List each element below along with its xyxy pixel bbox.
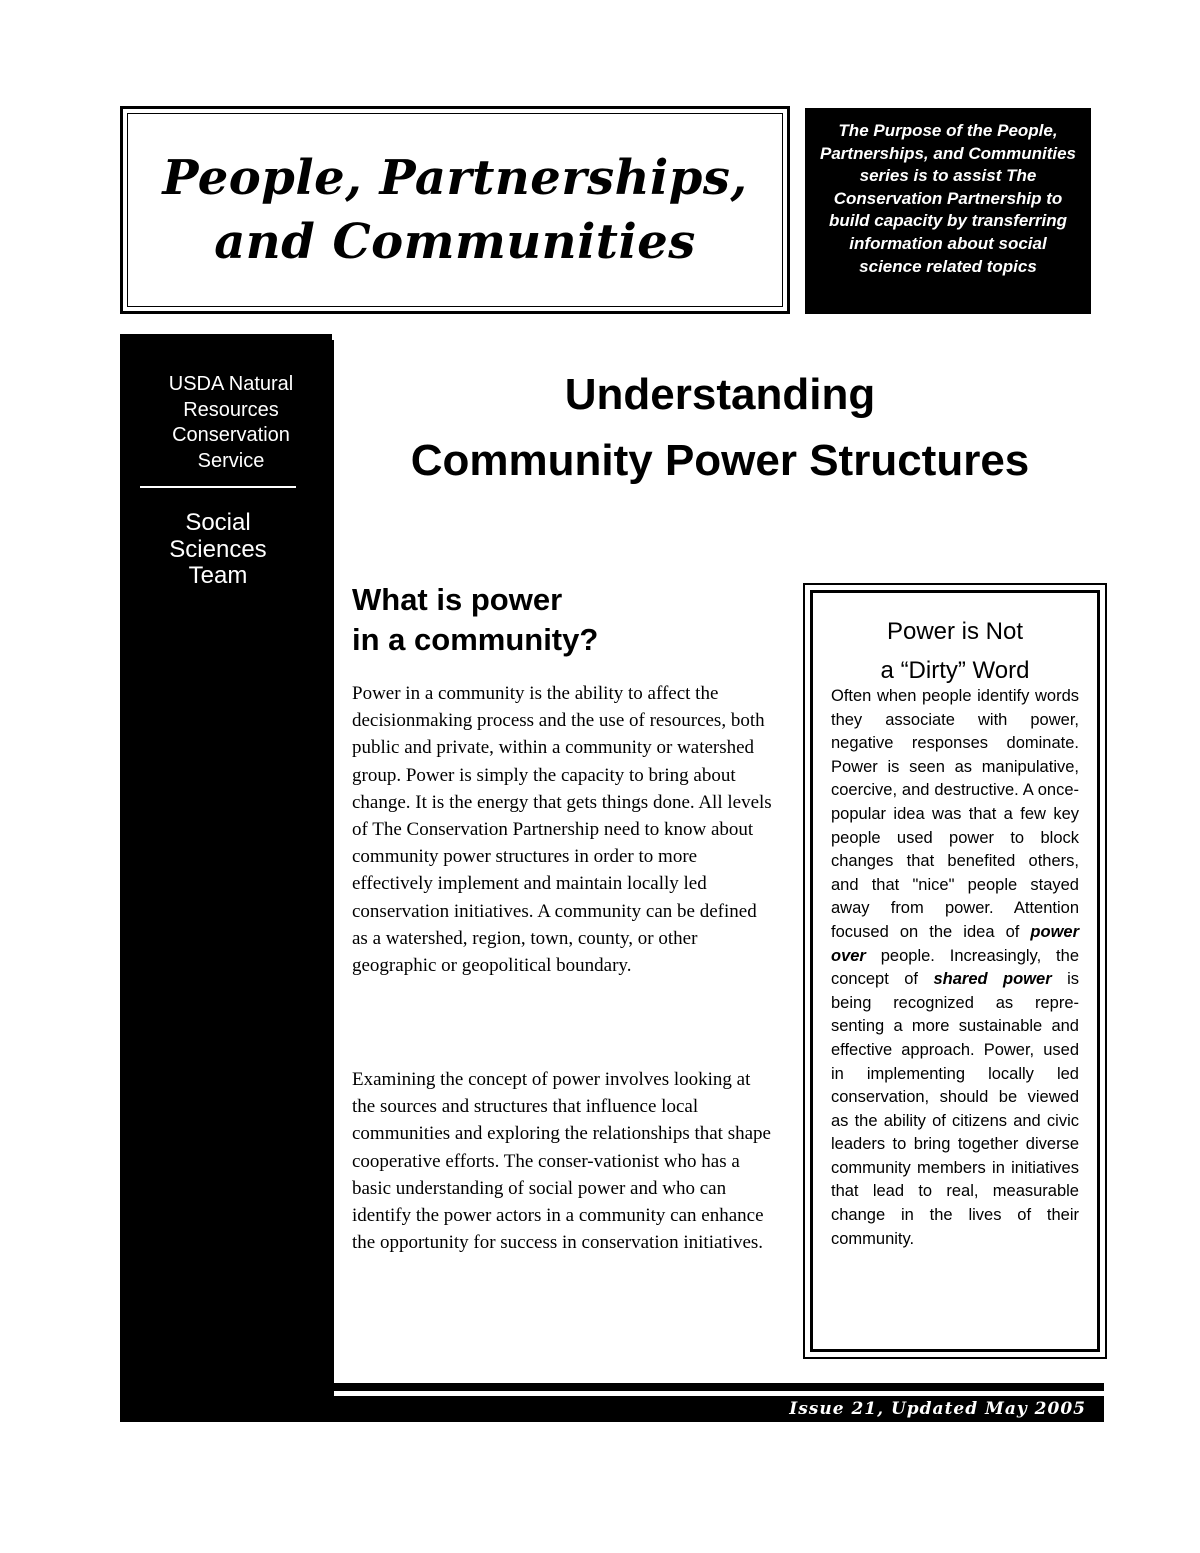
callout-text-3: is being recognized as repre-senting a more sustainable and effective approach. Power, used in implementing locally led conservation, should be viewed as the ability of citizens and civic leaders to bring together diverse community members in initiatives that lead to real, measurable change in the lives of their community. [831,970,1079,1248]
page-title [340,362,1100,494]
series-title-line-1: People, Partnerships, [162,150,748,206]
footer-bar [334,1396,1104,1422]
page-title-line-2: Community Power Structures [410,436,1030,485]
team-name [120,510,316,590]
masthead-box [120,106,790,314]
agency-line-4: Service [197,449,265,472]
agency-line-2: Resources [183,398,279,421]
purpose-box [805,108,1091,314]
team-line-2: Sciences [169,535,267,563]
agency-line-3: Conservation [172,424,290,446]
callout-emphasis-power-over: power over [831,922,1079,965]
team-line-3: Team [188,562,248,589]
callout-title-line-2: a “Dirty” Word [880,657,1030,684]
agency-name [120,372,342,474]
callout-title-line-1: Power is Not [886,618,1024,645]
callout-text-1: Often when people identify words they associate with power, negative responses dominate. Power is seen as manipulative, coercive, and destructive. A once-popular idea was that a few key people used power to block changes that benefited others, and that "nice" people stayed away from power. Attention focused on the idea of [831,687,1079,941]
callout-emphasis-shared-power: shared power [933,970,1052,989]
callout-text-2: people. Increasingly, the concept of [831,946,1079,989]
footer-rule [334,1383,1104,1391]
series-title-line-2: and Communities [214,214,696,270]
section-heading-line-1: What is power [352,582,563,617]
masthead-inner-frame [127,113,783,307]
team-line-1: Social [185,509,251,536]
body-paragraph-1: Power in a community is the ability to affect the decisionmaking process and the use of resources, both public and private, within a community or watershed group. Power is simply the capacity to bring about change. It is the energy that gets things done. All levels of The Conservation Partnership need to know about community power structures in order to more effectively implement and maintain locally led conservation initiatives. A community can be defined as a watershed, region, town, county, or other geographic or geopolitical boundary. [352,683,772,977]
callout-title [820,612,1090,690]
issue-label: Issue 21, Updated May 2005 [789,1399,1086,1419]
agency-line-1: USDA Natural [168,373,294,395]
page-title-line-1: Understanding [564,370,876,419]
left-sidebar [120,334,332,1422]
section-heading [352,580,772,660]
purpose-text: The Purpose of the People, Partnerships, and Communities series is to assist The Conservation Partnership to build capacity by transferring information about social science related topics [820,121,1076,276]
body-paragraph-2: Examining the concept of power involves looking at the sources and structures that influence local communities and exploring the relationships that shape cooperative efforts. The conser-vationist who has a basic understanding of social power and who can identify the power actors in a community can enhance the opportunity for success in conservation initiatives. [352,1069,771,1254]
section-heading-line-2: in a community? [352,622,599,657]
callout-body [831,685,1079,1251]
sidebar-divider [140,486,296,488]
